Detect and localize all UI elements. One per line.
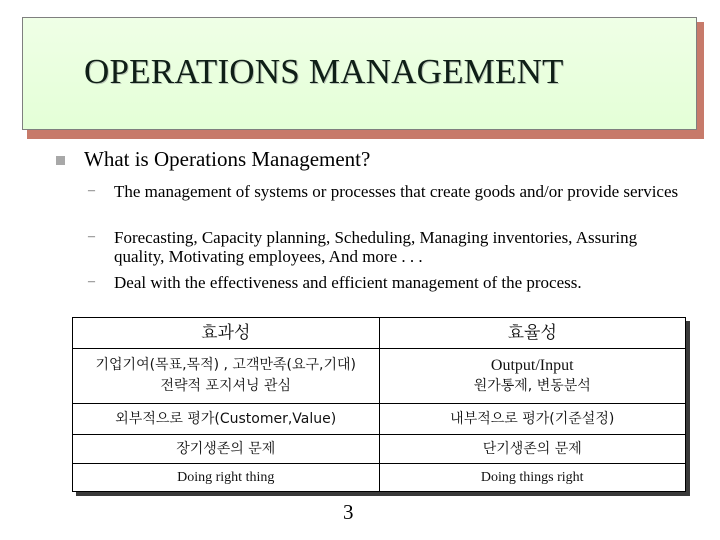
comparison-table — [72, 317, 686, 492]
table-row — [73, 349, 686, 404]
table-header-row — [73, 318, 686, 349]
table-cell: 단기생존의 문제 — [379, 435, 686, 464]
table-cell: 외부적으로 평가(Customer,Value) — [73, 404, 380, 435]
table-row — [73, 435, 686, 464]
point-2: Forecasting, Capacity planning, Scheduling, Managing inventories, Assuring quality, Motivating employees, And more . . . — [114, 228, 638, 266]
point-3: Deal with the effectiveness and efficient management of the process. — [114, 273, 582, 292]
table-cell: 내부적으로 평가(기준설정) — [379, 404, 686, 435]
header-efficiency: 효율성 — [379, 318, 686, 349]
cell-line: 원가통제, 변동분석 — [473, 378, 591, 394]
cell-line: 기업기여(목표,목적) , 고객만족(요구,기대) — [95, 357, 356, 373]
table-cell — [73, 349, 380, 404]
slide-title: OPERATIONS MANAGEMENT — [84, 52, 564, 91]
page-number: 3 — [343, 500, 354, 524]
square-bullet-icon — [56, 156, 65, 165]
dash-bullet-icon: – — [88, 274, 95, 289]
table-cell — [379, 349, 686, 404]
cell-line: 전략적 포지셔닝 관심 — [160, 378, 292, 394]
main-heading: What is Operations Management? — [84, 147, 371, 171]
table-cell: 장기생존의 문제 — [73, 435, 380, 464]
table-row — [73, 404, 686, 435]
dash-bullet-icon: – — [88, 229, 95, 244]
table-cell: Doing things right — [379, 464, 686, 492]
table-row — [73, 464, 686, 492]
table-cell: Doing right thing — [73, 464, 380, 492]
cell-line: Output/Input — [490, 357, 574, 374]
point-1: The management of systems or processes that create goods and/or provide services — [114, 182, 679, 201]
header-effectiveness: 효과성 — [73, 318, 380, 349]
dash-bullet-icon: – — [88, 183, 95, 198]
